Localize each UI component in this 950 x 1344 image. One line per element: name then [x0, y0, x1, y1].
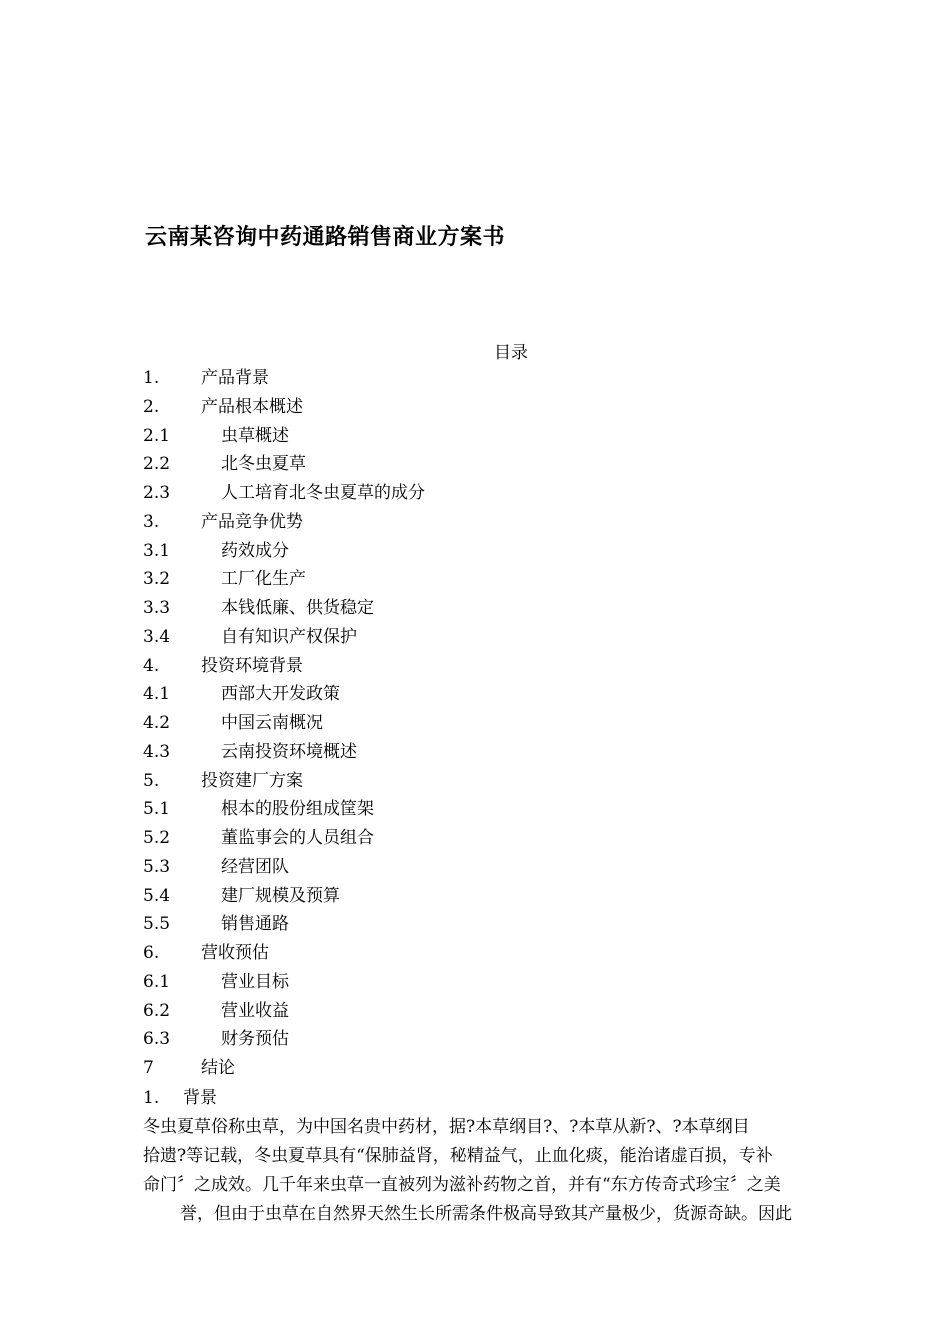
toc-item-label: 董监事会的人员组合: [221, 828, 374, 848]
toc-item[interactable]: [143, 1054, 903, 1083]
body-text: [143, 1084, 883, 1229]
toc-item-number: 5.: [143, 770, 160, 791]
toc-item[interactable]: [143, 565, 903, 594]
toc-item-label: 人工培育北冬虫夏草的成分: [221, 483, 425, 503]
paragraph-line: 冬虫夏草俗称虫草，为中国名贵中药材，据?本草纲目?、?本草从新?、?本草纲目: [143, 1117, 750, 1137]
toc-item[interactable]: [143, 1025, 903, 1054]
toc-item-label: 云南投资环境概述: [221, 741, 357, 762]
toc-item-number: 3.4: [143, 626, 171, 647]
toc-item-number: 4.2: [143, 713, 171, 733]
toc-item-label: 北冬虫夏草: [221, 454, 306, 475]
toc-item-number: 4.3: [143, 741, 171, 762]
toc-item[interactable]: [143, 623, 903, 652]
toc-item-number: 1.: [143, 368, 160, 388]
toc-item-number: 2.: [143, 396, 160, 417]
toc-item-label: 产品竞争优势: [201, 511, 303, 532]
toc-item[interactable]: [143, 479, 903, 508]
toc-item[interactable]: [143, 767, 903, 796]
toc-item[interactable]: [143, 537, 903, 566]
toc-item[interactable]: [143, 364, 903, 393]
toc-item-label: 财务预估: [221, 1029, 289, 1050]
toc-item-label: 根本的股份组成筐架: [221, 799, 374, 820]
toc-item-label: 药效成分: [221, 540, 289, 561]
toc-item[interactable]: [143, 680, 903, 709]
toc-item[interactable]: [143, 997, 903, 1026]
toc-item[interactable]: [143, 393, 903, 422]
toc-item-number: 3.1: [143, 540, 171, 561]
toc-item-number: 4.: [143, 655, 160, 676]
toc-item[interactable]: [143, 939, 903, 968]
paragraph-line: 命门〞之成效。几千年来虫草一直被列为滋补药物之首，并有“东方传奇式珍宝〞之美: [143, 1175, 781, 1195]
toc-item-label: 建厂规模及预算: [221, 885, 340, 906]
toc-item[interactable]: [143, 853, 903, 882]
toc-item-label: 经营团队: [221, 856, 289, 877]
toc-item-number: 2.2: [143, 454, 171, 475]
toc-item-number: 5.4: [143, 885, 171, 906]
toc-item-label: 投资环境背景: [201, 655, 303, 676]
toc-item-number: 5.3: [143, 856, 171, 877]
toc-item-label: 营业目标: [221, 971, 289, 992]
table-of-contents: [143, 364, 903, 1083]
toc-item-label: 产品背景: [201, 368, 269, 388]
toc-item-label: 产品根本概述: [201, 396, 303, 417]
toc-item[interactable]: [143, 422, 903, 451]
document-title: 云南某咨询中药通路销售商业方案书: [145, 224, 506, 250]
section-title: 背景: [183, 1088, 217, 1108]
toc-item-number: 2.1: [143, 425, 171, 446]
toc-item-number: 5.2: [143, 828, 171, 848]
toc-item-number: 7: [143, 1058, 154, 1078]
section-number: 1.: [143, 1088, 160, 1108]
toc-item-number: 3.2: [143, 569, 171, 590]
toc-item-label: 营收预估: [201, 943, 269, 963]
paragraph-line: 拾遗?等记载，冬虫夏草具有“保肺益肾，秘精益气，止血化痰，能治诸虚百损，专补: [143, 1146, 773, 1166]
toc-item-label: 西部大开发政策: [221, 684, 340, 705]
toc-item-label: 结论: [201, 1058, 235, 1078]
toc-item-number: 6.2: [143, 1000, 171, 1021]
toc-item[interactable]: [143, 824, 903, 853]
toc-item[interactable]: [143, 508, 903, 537]
toc-item-number: 6.: [143, 943, 160, 963]
paragraph-line: 誉，但由于虫草在自然界天然生长所需条件极高导致其产量极少，货源奇缺。因此: [180, 1204, 792, 1224]
toc-item-label: 销售通路: [221, 914, 289, 935]
toc-heading: 目录: [494, 343, 528, 363]
toc-item-label: 本钱低廉、供货稳定: [221, 598, 374, 618]
toc-item[interactable]: [143, 882, 903, 911]
toc-item-number: 2.3: [143, 483, 171, 503]
toc-item-number: 4.1: [143, 684, 171, 705]
toc-item-label: 自有知识产权保护: [221, 626, 357, 647]
toc-item-label: 工厂化生产: [221, 569, 306, 590]
toc-item-label: 投资建厂方案: [201, 770, 303, 791]
toc-item-number: 6.1: [143, 971, 171, 992]
toc-item[interactable]: [143, 910, 903, 939]
toc-item[interactable]: [143, 968, 903, 997]
toc-item-number: 6.3: [143, 1029, 171, 1050]
toc-item-label: 中国云南概况: [221, 713, 323, 733]
toc-item[interactable]: [143, 709, 903, 738]
toc-item[interactable]: [143, 652, 903, 681]
toc-item[interactable]: [143, 738, 903, 767]
toc-item-number: 5.5: [143, 914, 171, 935]
toc-item[interactable]: [143, 795, 903, 824]
toc-item-number: 5.1: [143, 799, 171, 820]
toc-item-label: 虫草概述: [221, 425, 289, 446]
toc-item[interactable]: [143, 594, 903, 623]
toc-item-number: 3.: [143, 511, 160, 532]
section-heading: [143, 1084, 883, 1113]
toc-item-label: 营业收益: [221, 1000, 289, 1021]
toc-item[interactable]: [143, 450, 903, 479]
toc-item-number: 3.3: [143, 598, 171, 618]
